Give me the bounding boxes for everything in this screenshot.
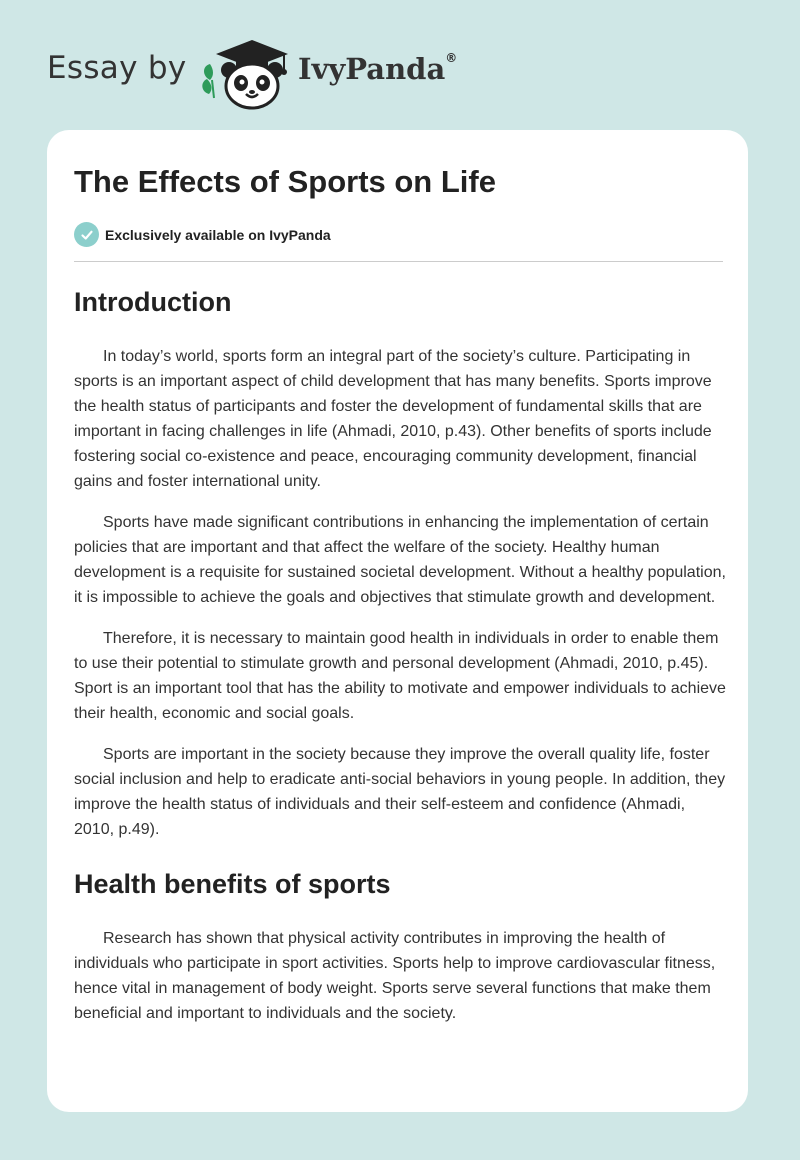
paragraph: In today’s world, sports form an integral part of the society’s culture. Participating in sports is an important aspect of child development that has many benefits. Sports improve the health status of participants and foster the development of fundamental skills that are important in facing challenges in life (Ahmadi, 2010, p.43). Other benefits of sports include fostering social co-existence and peace, encouraging community development, financial gains and foster international unity.: [74, 348, 712, 490]
check-circle-icon: [74, 222, 99, 247]
graduation-panda-icon[interactable]: [200, 36, 292, 110]
paragraph: Sports are important in the society because they improve the overall quality life, foster social inclusion and help to eradicate anti-social behaviors in young people. In addition, they improve the health status of individuals and their self-esteem and confidence (Ahmadi, 2010, p.49).: [74, 746, 726, 838]
paragraph: Sports have made significant contributions in enhancing the implementation of certain policies that are important and that affect the welfare of the society. Healthy human development is a requisite for sustained societal development. Without a healthy population, it is impossible to achieve the goals and objectives that stimulate growth and development.: [74, 514, 726, 606]
exclusive-badge: [74, 222, 331, 247]
brand-name[interactable]: IvyPanda®: [298, 51, 458, 86]
section-heading-introduction: Introduction: [74, 287, 232, 317]
essay-card: [47, 130, 748, 1112]
title-divider: [74, 261, 723, 262]
paragraph: Research has shown that physical activity contributes in improving the health of individuals who participate in sport activities. Sports help to improve cardiovascular fitness, hence vital in management of body weight. Sports serve several functions that make them beneficial and important to individuals and the society.: [74, 930, 716, 1022]
paragraph: Therefore, it is necessary to maintain good health in individuals in order to enable them to use their potential to stimulate growth and personal development (Ahmadi, 2010, p.45). Sport is an important tool that has the ability to motivate and empower individuals to achieve their health, economic and social goals.: [74, 630, 726, 722]
essay-by-label: Essay by: [47, 50, 187, 86]
exclusive-badge-text: Exclusively available on IvyPanda: [105, 226, 331, 243]
section-heading-health-benefits: Health benefits of sports: [74, 869, 391, 899]
trademark-symbol: ®: [445, 51, 458, 66]
site-header: [0, 0, 800, 130]
essay-body: [74, 280, 726, 1026]
essay-title: The Effects of Sports on Life: [74, 164, 496, 199]
